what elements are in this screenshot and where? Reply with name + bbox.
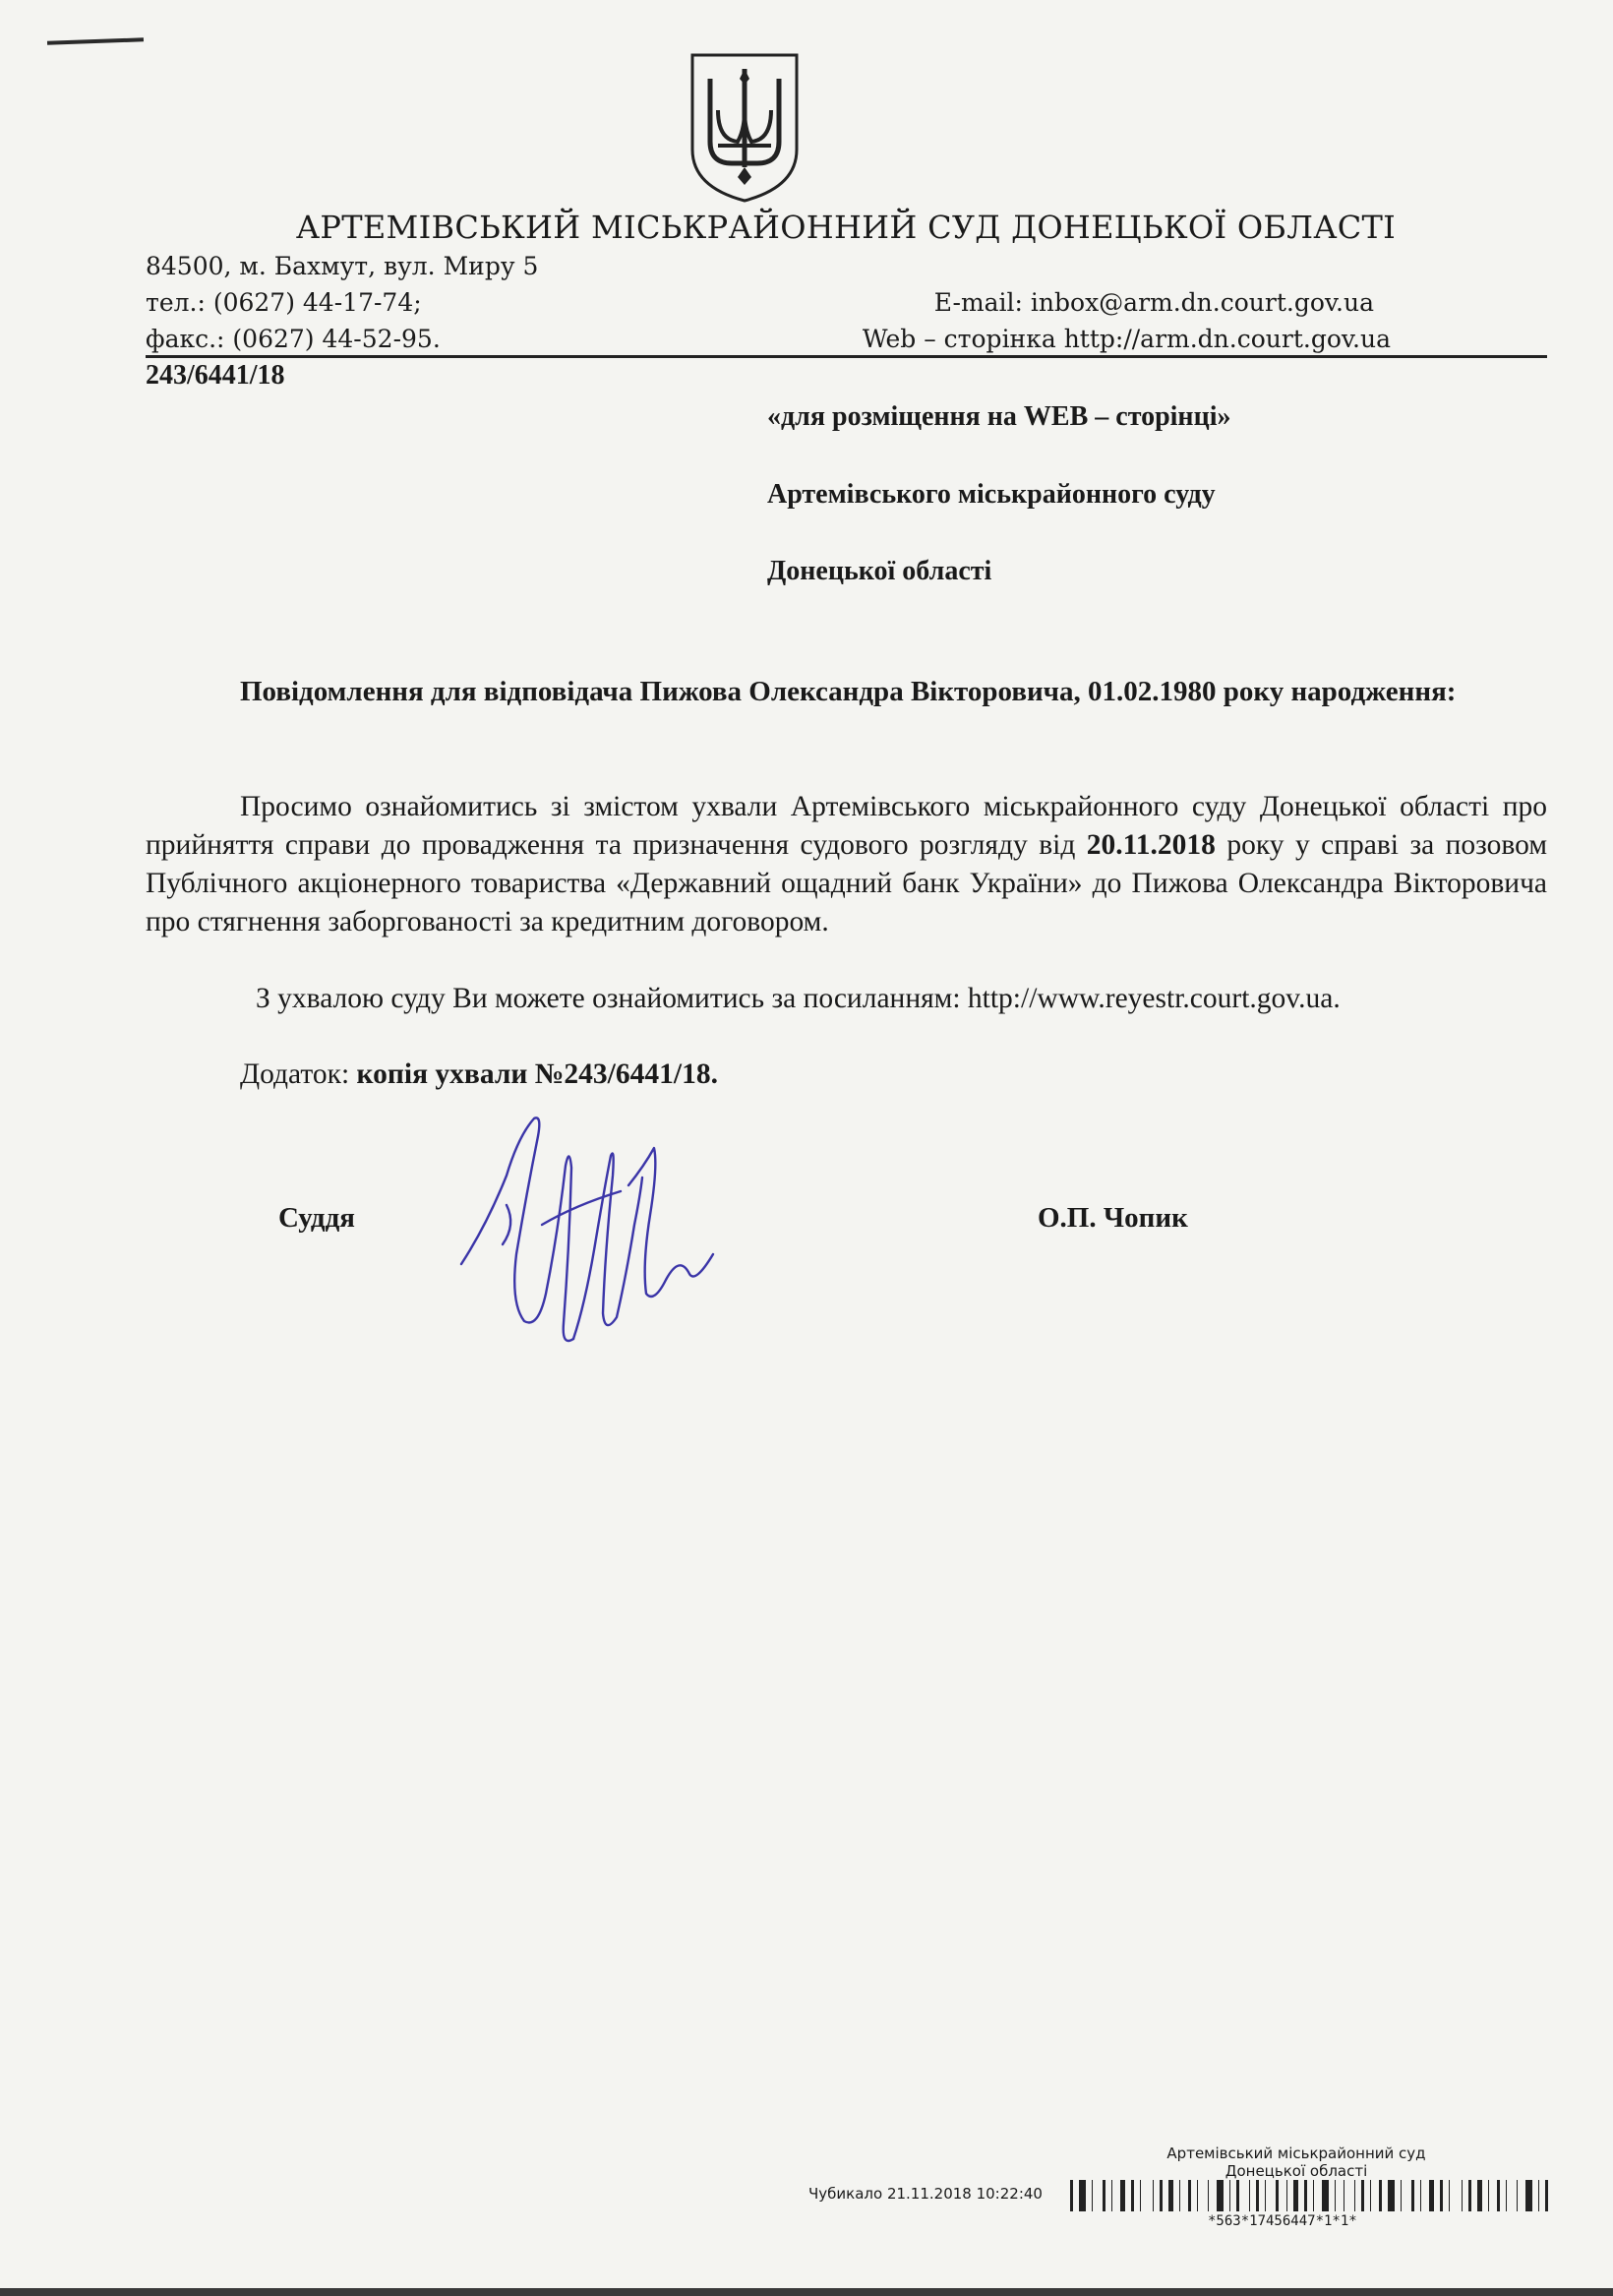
court-website: Web – сторінка http://arm.dn.court.gov.ua	[862, 325, 1391, 353]
court-fax: факс.: (0627) 44-52-95.	[146, 325, 441, 353]
recipient-line-1: «для розміщення на WEB – сторінці»	[767, 401, 1231, 432]
court-name: АРТЕМІВСЬКИЙ МІСЬКРАЙОННИЙ СУД ДОНЕЦЬКОЇ ОБЛАСТІ	[295, 209, 1397, 246]
signature-role: Суддя	[278, 1202, 355, 1234]
scan-edge	[0, 2288, 1613, 2296]
recipient-line-2: Артемівського міськрайонного суду	[767, 479, 1216, 510]
attachment-value: копія ухвали №243/6441/18.	[356, 1058, 718, 1090]
notice-body: Просимо ознайомитись зі змістом ухвали Артемівського міськрайонного суду Донецької області про прийняття справи до провадження та призначення судового розгляду від 20.11.2018 року у справі за позовом Публічного акціонерного товариства «Державний ощадний банк України» до Пижова Олександра Вікторовича про стягнення заборгованості за кредитним договором.	[146, 791, 1547, 937]
recipient-line-3: Донецької області	[767, 556, 992, 586]
barcode-number: *563*17456447*1*1*	[1208, 2213, 1357, 2229]
case-number: 243/6441/18	[146, 360, 285, 391]
signatory-name: О.П. Чопик	[1038, 1202, 1188, 1234]
notice-title: Повідомлення для відповідача Пижова Олександра Вікторовича, 01.02.1980 року народження:	[240, 676, 1457, 707]
court-phone: тел.: (0627) 44-17-74;	[146, 288, 422, 317]
header-divider	[146, 355, 1547, 358]
court-address: 84500, м. Бахмут, вул. Миру 5	[146, 252, 539, 280]
stamp-court-line-2: Донецької області	[1225, 2162, 1368, 2180]
registry-link-line: З ухвалою суду Ви можете ознайомитись за посиланням: http://www.reyestr.court.gov.ua.	[256, 983, 1341, 1014]
stamp-clerk-datetime: Чубикало 21.11.2018 10:22:40	[808, 2185, 1043, 2203]
handwritten-signature	[448, 1107, 723, 1358]
scan-mark	[47, 37, 144, 44]
court-email: E-mail: inbox@arm.dn.court.gov.ua	[933, 288, 1374, 317]
hearing-date: 20.11.2018	[1086, 829, 1216, 861]
registry-barcode	[1070, 2180, 1550, 2211]
stamp-court-line-1: Артемівський міськрайонний суд	[1166, 2145, 1426, 2162]
registry-stamp-court	[1129, 2145, 1464, 2180]
attachment-line: Додаток: копія ухвали №243/6441/18.	[240, 1058, 718, 1090]
coat-of-arms-icon	[688, 51, 801, 205]
